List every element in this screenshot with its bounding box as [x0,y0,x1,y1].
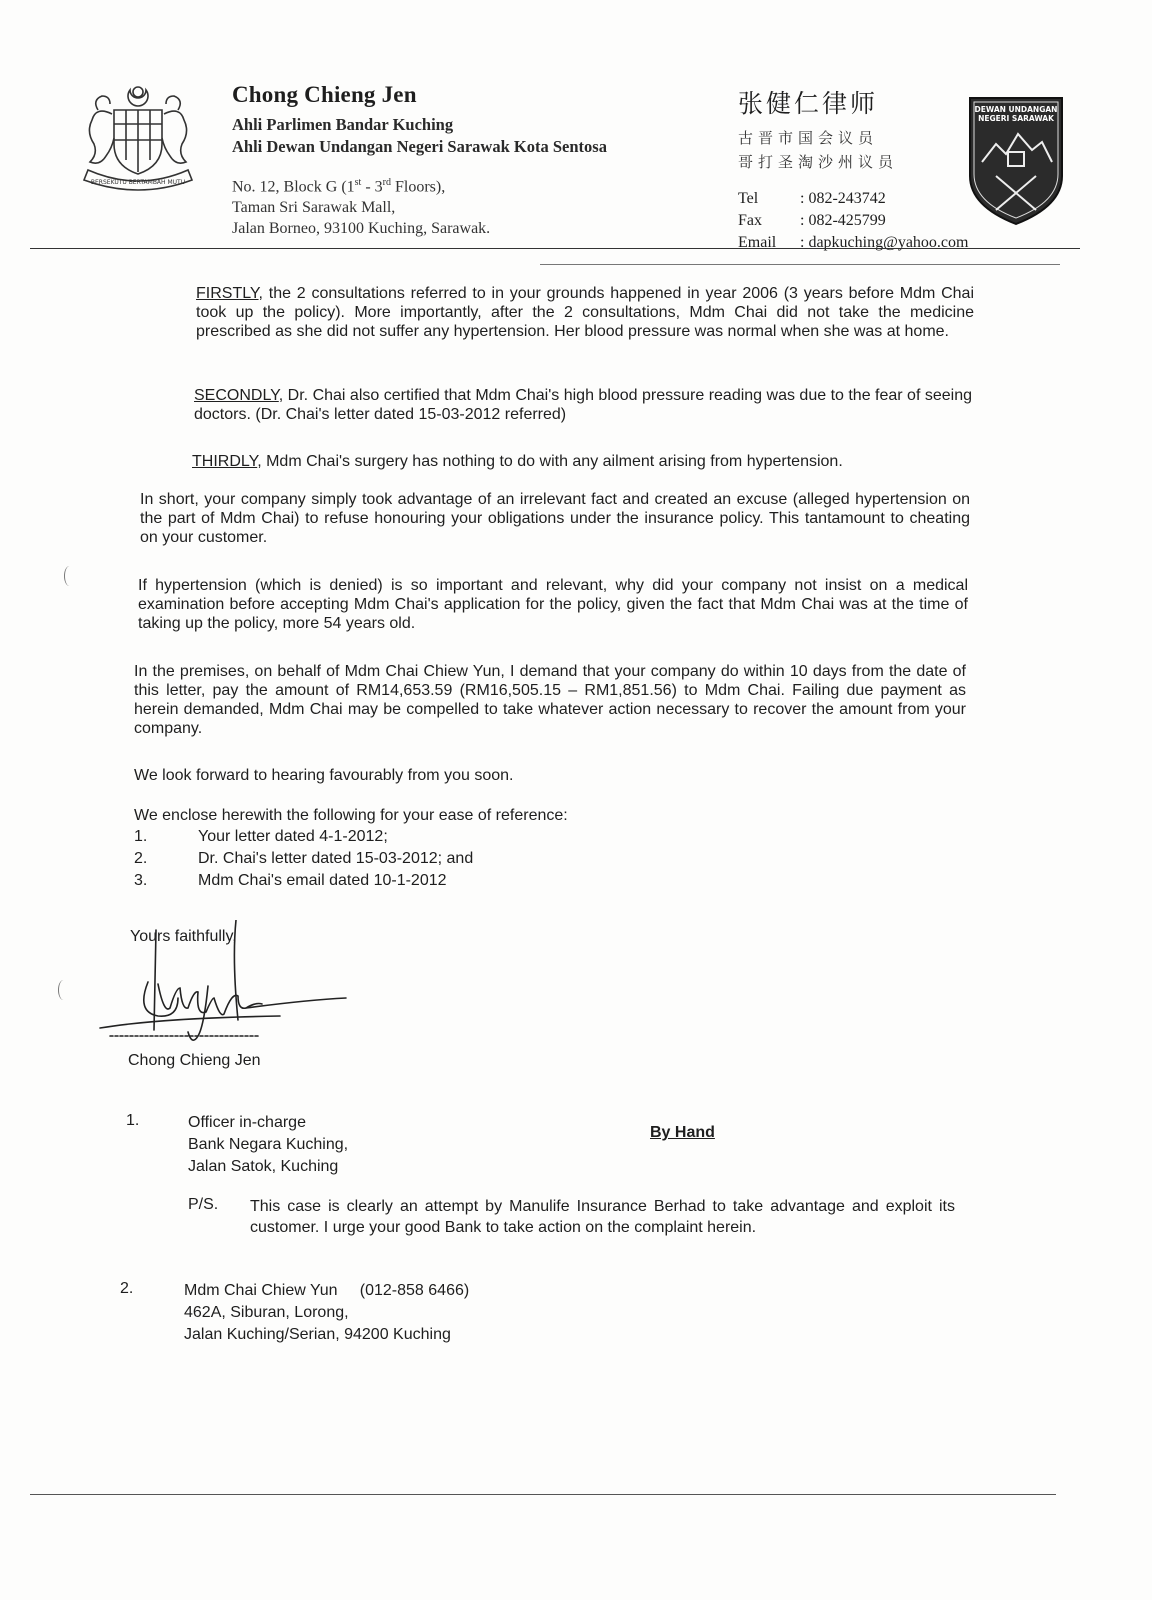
address-line-1: No. 12, Block G (1st - 3rd Floors), [232,177,446,196]
letterhead-role-2: Ahli Dewan Undangan Negeri Sarawak Kota Sentosa [232,137,607,156]
crest-ribbon-text: BERSEKUTU BERTAMBAH MUTU [90,179,186,186]
address-line-3: Jalan Borneo, 93100 Kuching, Sarawak. [232,220,491,238]
email-value: : dapkuching@yahoo.com [800,234,969,251]
list-item: 1. Your letter dated 4-1-2012; [134,828,388,845]
firstly-text: , the 2 consultations referred to in your grounds happened in year 2006 (3 years before Mdm Chai took up the policy). More importantly, after the 2 consultations, Mdm Chai did not take the medicine prescribed as she did not suffer any hypertension. Her blood pressure was normal when she was at home. [196,285,974,340]
address-line-2: Taman Sri Sarawak Mall, [232,199,396,217]
paragraph-hypertension: If hypertension (which is denied) is so important and relevant, why did your company not insist on a medical examination before accepting Mdm Chai's application for the policy, given the fact that Mdm Chai was at the time of taking up the policy, more 54 years old. [138,577,968,632]
secondly-text: , Dr. Chai also certified that Mdm Chai's high blood pressure reading was due to the fear of seeing doctors. (Dr. Chai's letter dated 15-03-2012 referred) [194,387,972,423]
letterhead-role-1: Ahli Parlimen Bandar Kuching [232,115,454,134]
cc-2-line-1: Mdm Chai Chiew Yun (012-858 6466) [184,1282,470,1299]
paragraph-secondly [194,386,972,424]
by-hand-label: By Hand [650,1124,715,1141]
fax-label: Fax [738,212,762,229]
signatory-name: Chong Chieng Jen [128,1052,261,1069]
dun-sarawak-shield-icon [968,96,1064,226]
thirdly-text: , Mdm Chai's surgery has nothing to do with any ailment arising from hypertension. [257,453,843,470]
footer-divider-line [30,1494,1056,1495]
enclosure-intro: We enclose herewith the following for your ease of reference: [134,807,568,824]
letterhead-cn-role-2: 哥打圣淘沙州议员 [738,153,899,171]
cc-1-line-3: Jalan Satok, Kuching [188,1158,339,1175]
cc-1-line-1: Officer in-charge [188,1114,306,1131]
closing-salutation: Yours faithfully, [130,928,237,945]
letterhead-divider-line [30,248,1080,249]
cc-item-2-number: 2. [120,1280,134,1297]
letterhead-english [232,82,607,239]
tel-label: Tel [738,190,759,207]
scan-mark [58,980,69,1000]
paragraph-in-short: In short, your company simply took advantage of an irrelevant fact and created an excuse (alleged hypertension on the part of Mdm Chai) to refuse honouring your obligations under the insurance policy. This tantamount to cheating on your customer. [140,491,970,546]
paragraph-thirdly [192,452,972,471]
firstly-lead: FIRSTLY [196,285,259,302]
cc-item-1-number: 1. [126,1112,140,1129]
paragraph-look-forward: We look forward to hearing favourably from you soon. [134,767,514,784]
fax-value: : 082-425799 [800,212,886,229]
tel-value: : 082-243742 [800,190,886,207]
secondly-lead: SECONDLY [194,387,279,404]
paragraph-demand: In the premises, on behalf of Mdm Chai Chiew Yun, I demand that your company do within 10 days from the date of this letter, pay the amount of RM14,653.59 (RM16,505.15 – RM1,851.56) to Mdm Chai. Failing due payment as herein demanded, Mdm Chai may be compelled to take whatever action necessary to recover the amount from your company. [134,663,966,737]
paragraph-firstly [196,284,974,341]
enclosure-list [134,826,734,892]
contact-block [738,188,968,254]
cc-2-line-3: Jalan Kuching/Serian, 94200 Kuching [184,1326,451,1343]
cc-item-1-address [188,1112,348,1178]
letterhead-address [232,172,607,239]
ps-label: P/S. [188,1196,219,1213]
letterhead-divider-line-2 [540,264,1060,265]
list-item: 2. Dr. Chai's letter dated 15-03-2012; and [134,850,474,867]
thirdly-lead: THIRDLY [192,453,258,470]
list-item: 3. Mdm Chai's email dated 10-1-2012 [134,872,447,889]
scan-mark [64,566,75,586]
letterhead-cn-role-1: 古晋市国会议员 [738,129,879,147]
letterhead-chinese [738,84,968,254]
letterhead-name: Chong Chieng Jen [232,82,417,107]
malaysia-coat-of-arms-icon [74,80,202,192]
cc-2-line-2: 462A, Siburan, Lorong, [184,1304,349,1321]
ps-text: This case is clearly an attempt by Manulife Insurance Berhad to take advantage and exploit its customer. I urge your good Bank to take action on the complaint herein. [250,1198,955,1236]
email-label: Email [738,234,777,251]
handwritten-signature-icon [96,920,356,1050]
shield-text-2: NEGERI SARAWAK [978,114,1054,123]
cc-item-2-address [184,1280,469,1346]
cc-1-line-2: Bank Negara Kuching, [188,1136,349,1153]
letterhead-cn-name: 张健仁律师 [738,89,879,118]
shield-text-1: DEWAN UNDANGAN [974,105,1058,114]
